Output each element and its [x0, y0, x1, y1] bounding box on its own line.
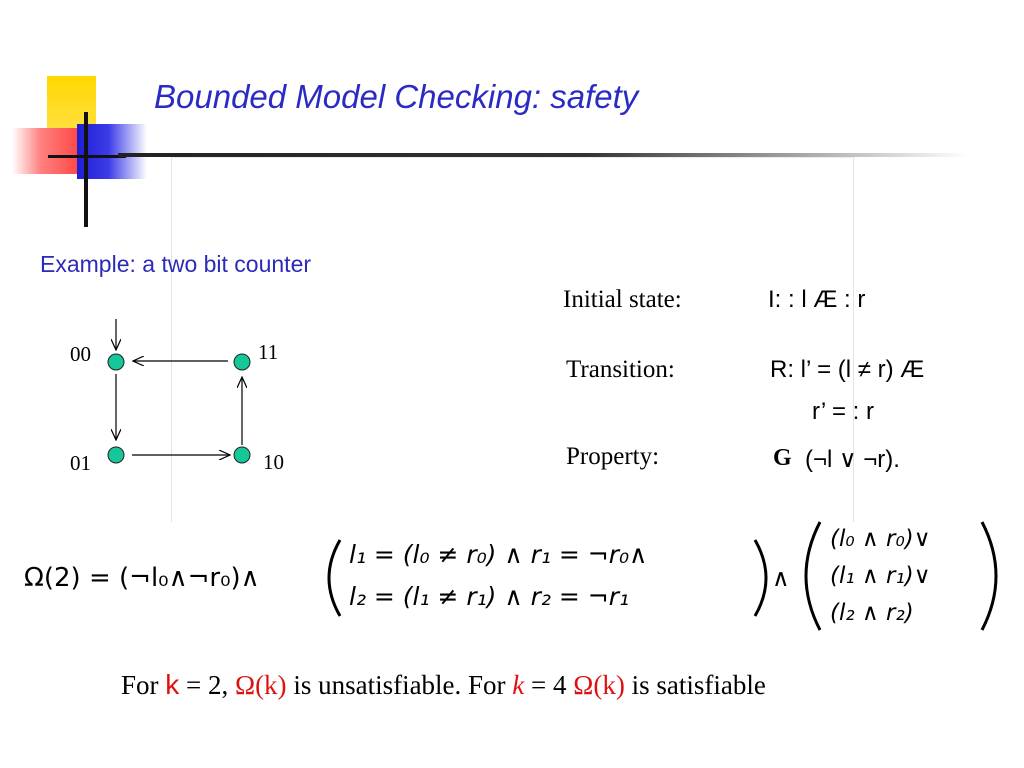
slide-title: Bounded Model Checking: safety [154, 78, 639, 115]
state-node-11 [234, 354, 250, 370]
conclusion-part3: is unsatisfiable. For [286, 670, 513, 700]
transition-formula-line2: r’ = : r [812, 398, 875, 425]
formula-right-line3: (l₂ ∧ r₂) [830, 600, 914, 626]
state-node-01 [108, 447, 124, 463]
conclusion-k1: k [165, 669, 180, 700]
formula-right-line2: (l₁ ∧ r₁)∨ [830, 563, 931, 589]
conclusion-part2: = 2, [179, 670, 235, 700]
conclusion-part5: is satisfiable [624, 670, 766, 700]
logo-horizontal-line [48, 155, 126, 158]
state-label-11: 11 [258, 340, 279, 364]
conclusion-omega1: Ω(k) [235, 670, 287, 700]
conclusion-omega2: Ω(k) [573, 670, 625, 700]
example-heading: Example: a two bit counter [40, 251, 312, 277]
state-label-00: 00 [70, 342, 91, 366]
property-label: Property: [566, 443, 660, 470]
formula-right-line1: (l₀ ∧ r₀)∨ [830, 526, 931, 552]
formula-middle-line2: l₂ = (l₁ ≠ r₁) ∧ r₂ = ¬r₁ [349, 582, 630, 611]
logo-vertical-line [84, 112, 88, 227]
bmc-unrolling-formula [24, 518, 1004, 636]
conclusion-sentence [121, 669, 766, 701]
state-label-10: 10 [263, 450, 284, 474]
left-paren-close [755, 540, 766, 616]
right-paren-close [982, 522, 996, 630]
left-paren-open [329, 540, 340, 616]
state-label-01: 01 [70, 451, 91, 475]
conclusion-part1: For [121, 670, 166, 700]
content-frame-top [171, 157, 854, 158]
conclusion-part4: = 4 [524, 670, 574, 700]
formula-and-operator: ∧ [772, 564, 790, 592]
state-node-10 [234, 447, 250, 463]
state-node-00 [108, 354, 124, 370]
conclusion-k2: k [512, 670, 525, 700]
globally-operator: G [773, 445, 792, 471]
transition-label: Transition: [566, 356, 675, 383]
initial-state-formula: I: : l Æ : r [768, 286, 866, 313]
formula-lhs: Ω(2) = (¬l₀∧¬r₀)∧ [24, 563, 260, 593]
initial-state-label: Initial state: [563, 286, 682, 313]
transition-formula-line1: R: l’ = (l ≠ r) Æ [770, 356, 925, 383]
right-paren-open [806, 522, 820, 630]
property-formula: (¬l ∨ ¬r). [805, 446, 900, 473]
formula-middle-line1: l₁ = (l₀ ≠ r₀) ∧ r₁ = ¬r₀∧ [349, 540, 648, 569]
